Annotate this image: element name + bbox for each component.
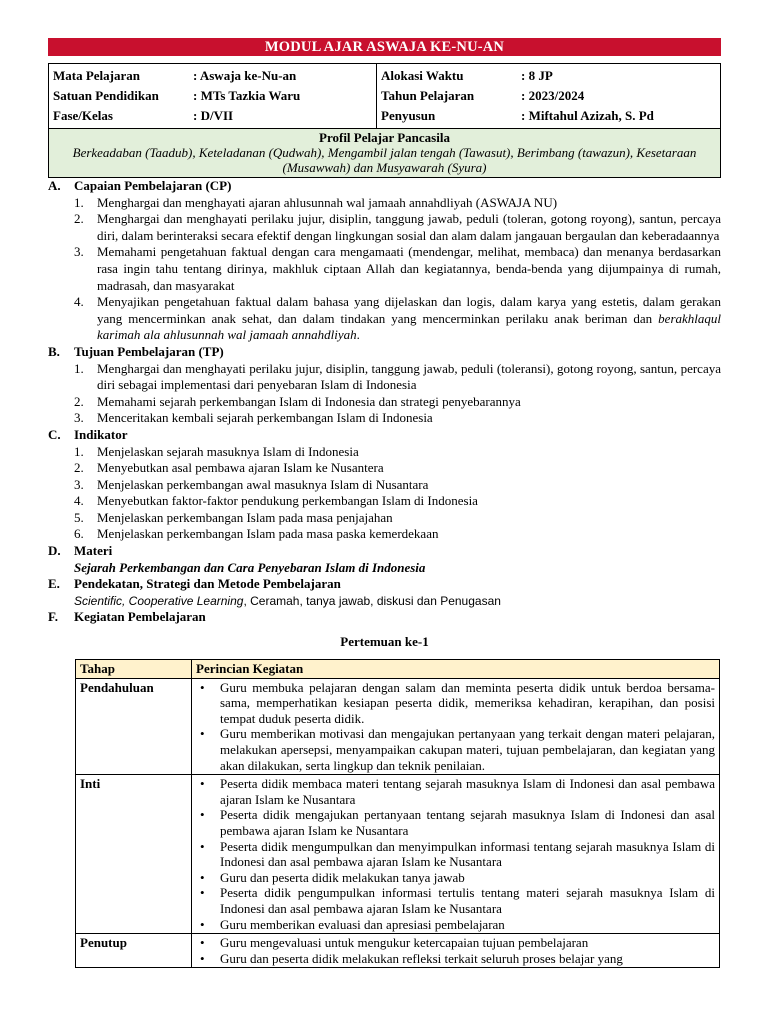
section-pendekatan	[48, 576, 721, 609]
info-row	[381, 106, 716, 126]
section-title: Indikator	[74, 426, 128, 442]
list-item: • Peserta didik mengajukan pertanyaan tentang sejarah masuknya Islam di Indonesi dan asal pembawa ajaran Islam ke Nusantara	[196, 807, 715, 838]
pendekatan-text: Scientific, Cooperative Learning, Ceramah, tanya jawab, diskusi dan Penugasan	[74, 593, 501, 608]
section-title: Capaian Pembelajaran (CP)	[74, 178, 232, 193]
list-item: 6. Menjelaskan perkembangan Islam pada masa paska kemerdekaan	[74, 526, 439, 542]
stage-cell: Penutup	[76, 934, 192, 968]
section-kegiatan	[48, 609, 721, 626]
info-row	[381, 86, 716, 106]
list-item: 1. Menjelaskan sejarah masuknya Islam di Indonesia	[74, 443, 359, 459]
bullet-icon: •	[200, 935, 205, 951]
bullet-icon: •	[200, 807, 205, 823]
list-item: 5. Menjelaskan perkembangan Islam pada masa penjajahan	[74, 509, 393, 525]
list-item: • Guru dan peserta didik melakukan refleksi terkait seluruh proses belajar yang	[196, 951, 715, 967]
capaian-list	[48, 195, 721, 344]
list-item: 1. Menghargai dan menghayati ajaran ahlusunnah wal jamaah annahdliyah (ASWAJA NU)	[74, 194, 558, 210]
document-page	[48, 38, 721, 968]
table-row	[76, 678, 720, 775]
profil-heading: Profil Pelajar Pancasila	[319, 130, 450, 145]
info-row	[381, 66, 716, 86]
list-item: 1. Menghargai dan menghayati perilaku jujur, disiplin, tanggung jawab, peduli (toleransi), gotong royong, santun, percaya diri sebagai implementasi dari penyebaran Islam di Indonesia	[74, 360, 721, 393]
list-item: • Guru dan peserta didik melakukan tanya jawab	[196, 870, 715, 886]
info-table	[48, 63, 721, 129]
list-item: • Guru memberikan motivasi dan mengajukan pertanyaan yang terkait dengan materi pelajaran, melakukan apersepsi, menyampaikan cakupan materi, tujuan pembelajaran, dan kegiatan yang akan dilakukan, serta lingkup dan teknik penilaian.	[196, 726, 715, 773]
list-item: • Guru mengevaluasi untuk mengukur ketercapaian tujuan pembelajaran	[196, 935, 715, 951]
activity-cell	[192, 934, 720, 968]
stage-cell: Pendahuluan	[76, 678, 192, 775]
list-item: • Guru membuka pelajaran dengan salam dan meminta peserta didik untuk berdoa bersama-sama, memperhatikan kesiapan peserta didik, memeriksa kehadiran, kerapihan, dan posisi tempat duduk peserta didik.	[196, 680, 715, 727]
list-item: 3. Menjelaskan perkembangan awal masuknya Islam di Nusantara	[74, 476, 429, 492]
info-key: Mata Pelajaran	[53, 68, 141, 83]
section-tujuan	[48, 344, 721, 427]
activity-cell	[192, 678, 720, 775]
table-row	[76, 775, 720, 934]
list-item: • Peserta didik membaca materi tentang sejarah masuknya Islam di Indonesi dan asal pembawa ajaran Islam ke Nusantara	[196, 776, 715, 807]
section-indikator	[48, 427, 721, 543]
profil-text: Berkeadaban (Taadub), Keteladanan (Qudwah), Mengambil jalan tengah (Tawasut), Berimbang (tawazun), Kesetaraan (Musawwah) dan Musyawarah (Syura)	[72, 145, 697, 175]
bullet-icon: •	[200, 885, 205, 901]
table-row	[76, 934, 720, 968]
section-materi	[48, 543, 721, 576]
section-title: Kegiatan Pembelajaran	[74, 609, 206, 625]
info-row	[53, 86, 372, 106]
section-letter: F.	[48, 609, 58, 625]
list-item: 3. Menceritakan kembali sejarah perkembangan Islam di Indonesia	[74, 410, 433, 426]
bullet-icon: •	[200, 869, 205, 885]
info-left-cell	[49, 64, 377, 129]
list-item: • Peserta didik pengumpulkan informasi tertulis tentang materi sejarah masuknya Islam di Indonesi dan asal pembawa ajaran Islam ke Nusantara	[196, 885, 715, 916]
info-value: : Aswaja ke-Nu-an	[193, 68, 297, 83]
info-key: Alokasi Waktu	[381, 68, 464, 83]
activity-cell	[192, 775, 720, 934]
info-row	[53, 106, 372, 126]
tujuan-list	[48, 361, 721, 427]
list-item: 4. Menyebutkan faktor-faktor pendukung perkembangan Islam di Indonesia	[74, 493, 478, 509]
bullet-icon: •	[200, 916, 205, 932]
info-value: : MTs Tazkia Waru	[193, 88, 301, 103]
meeting-heading: Pertemuan ke-1	[340, 634, 429, 650]
list-item: 2. Menghargai dan menghayati perilaku jujur, disiplin, tanggung jawab, peduli (toleran, gotong royong), santun, percaya diri, dalam berinteraksi secara efektif dengan lingkungan sosial dan alam dalam jangauan bergaulan dan keberadaannya	[74, 211, 721, 243]
list-item: 3. Memahami pengetahuan faktual dengan cara mengamaati (mendengar, melihat, membaca) dan menanya berdasarkan rasa ingin tahu tentang dirinya, makhluk ciptaan Allah dan kegiatannya, benda-benda yang dijumpainya di rumah, madrasah, dan masyarakat	[74, 244, 721, 293]
kegiatan-table	[75, 659, 720, 968]
materi-text: Sejarah Perkembangan dan Cara Penyebaran Islam di Indonesia	[74, 559, 426, 575]
stage-cell: Inti	[76, 775, 192, 934]
header-tahap: Tahap	[76, 660, 192, 679]
list-item: 2. Menyebutkan asal pembawa ajaran Islam ke Nusantera	[74, 460, 384, 476]
section-title: Tujuan Pembelajaran (TP)	[74, 343, 224, 359]
section-title: Pendekatan, Strategi dan Metode Pembelajaran	[74, 576, 341, 592]
bullet-icon: •	[200, 950, 205, 966]
bullet-icon: •	[200, 838, 205, 854]
section-capaian	[48, 178, 721, 344]
info-key: Penyusun	[381, 108, 436, 123]
section-letter: C.	[48, 426, 61, 442]
info-right-cell	[377, 64, 721, 129]
section-letter: D.	[48, 543, 61, 559]
info-key: Fase/Kelas	[53, 108, 113, 123]
info-value: : D/VII	[193, 108, 234, 123]
section-letter: B.	[48, 343, 60, 359]
list-item: • Guru memberikan evaluasi dan apresiasi pembelajaran	[196, 917, 715, 933]
bullet-icon: •	[200, 776, 205, 792]
section-letter: A.	[48, 178, 61, 193]
info-value: : 2023/2024	[521, 88, 585, 103]
info-key: Tahun Pelajaran	[381, 88, 475, 103]
header-perincian: Perincian Kegiatan	[192, 660, 720, 679]
section-title: Materi	[74, 543, 113, 559]
document-title: MODUL AJAR ASWAJA KE-NU-AN	[48, 38, 721, 56]
list-item: 4. Menyajikan pengetahuan faktual dalam bahasa yang dijelaskan dan logis, dalam karya yang estetis, dalam gerakan yang mencerminkan anak sehat, dan dalam tindakan yang mencerminkan perilaku anak beriman dan berakhlaqul karimah ala ahlusunnah wal jamaah annahdliyah.	[74, 294, 721, 343]
bullet-icon: •	[200, 679, 205, 695]
info-value: : Miftahul Azizah, S. Pd	[521, 108, 654, 123]
profil-pancasila-box	[48, 129, 721, 178]
info-value: : 8 JP	[521, 68, 553, 83]
info-row	[53, 66, 372, 86]
section-letter: E.	[48, 576, 60, 592]
indikator-list	[48, 444, 721, 544]
table-header-row	[76, 660, 720, 679]
bullet-icon: •	[200, 726, 205, 742]
list-item: 2. Memahami sejarah perkembangan Islam di Indonesia dan strategi penyebarannya	[74, 393, 521, 409]
list-item: • Peserta didik mengumpulkan dan menyimpulkan informasi tentang sejarah masuknya Islam di Indonesi dan asal pembawa ajaran Islam ke Nusantara	[196, 839, 715, 870]
info-key: Satuan Pendidikan	[53, 88, 159, 103]
